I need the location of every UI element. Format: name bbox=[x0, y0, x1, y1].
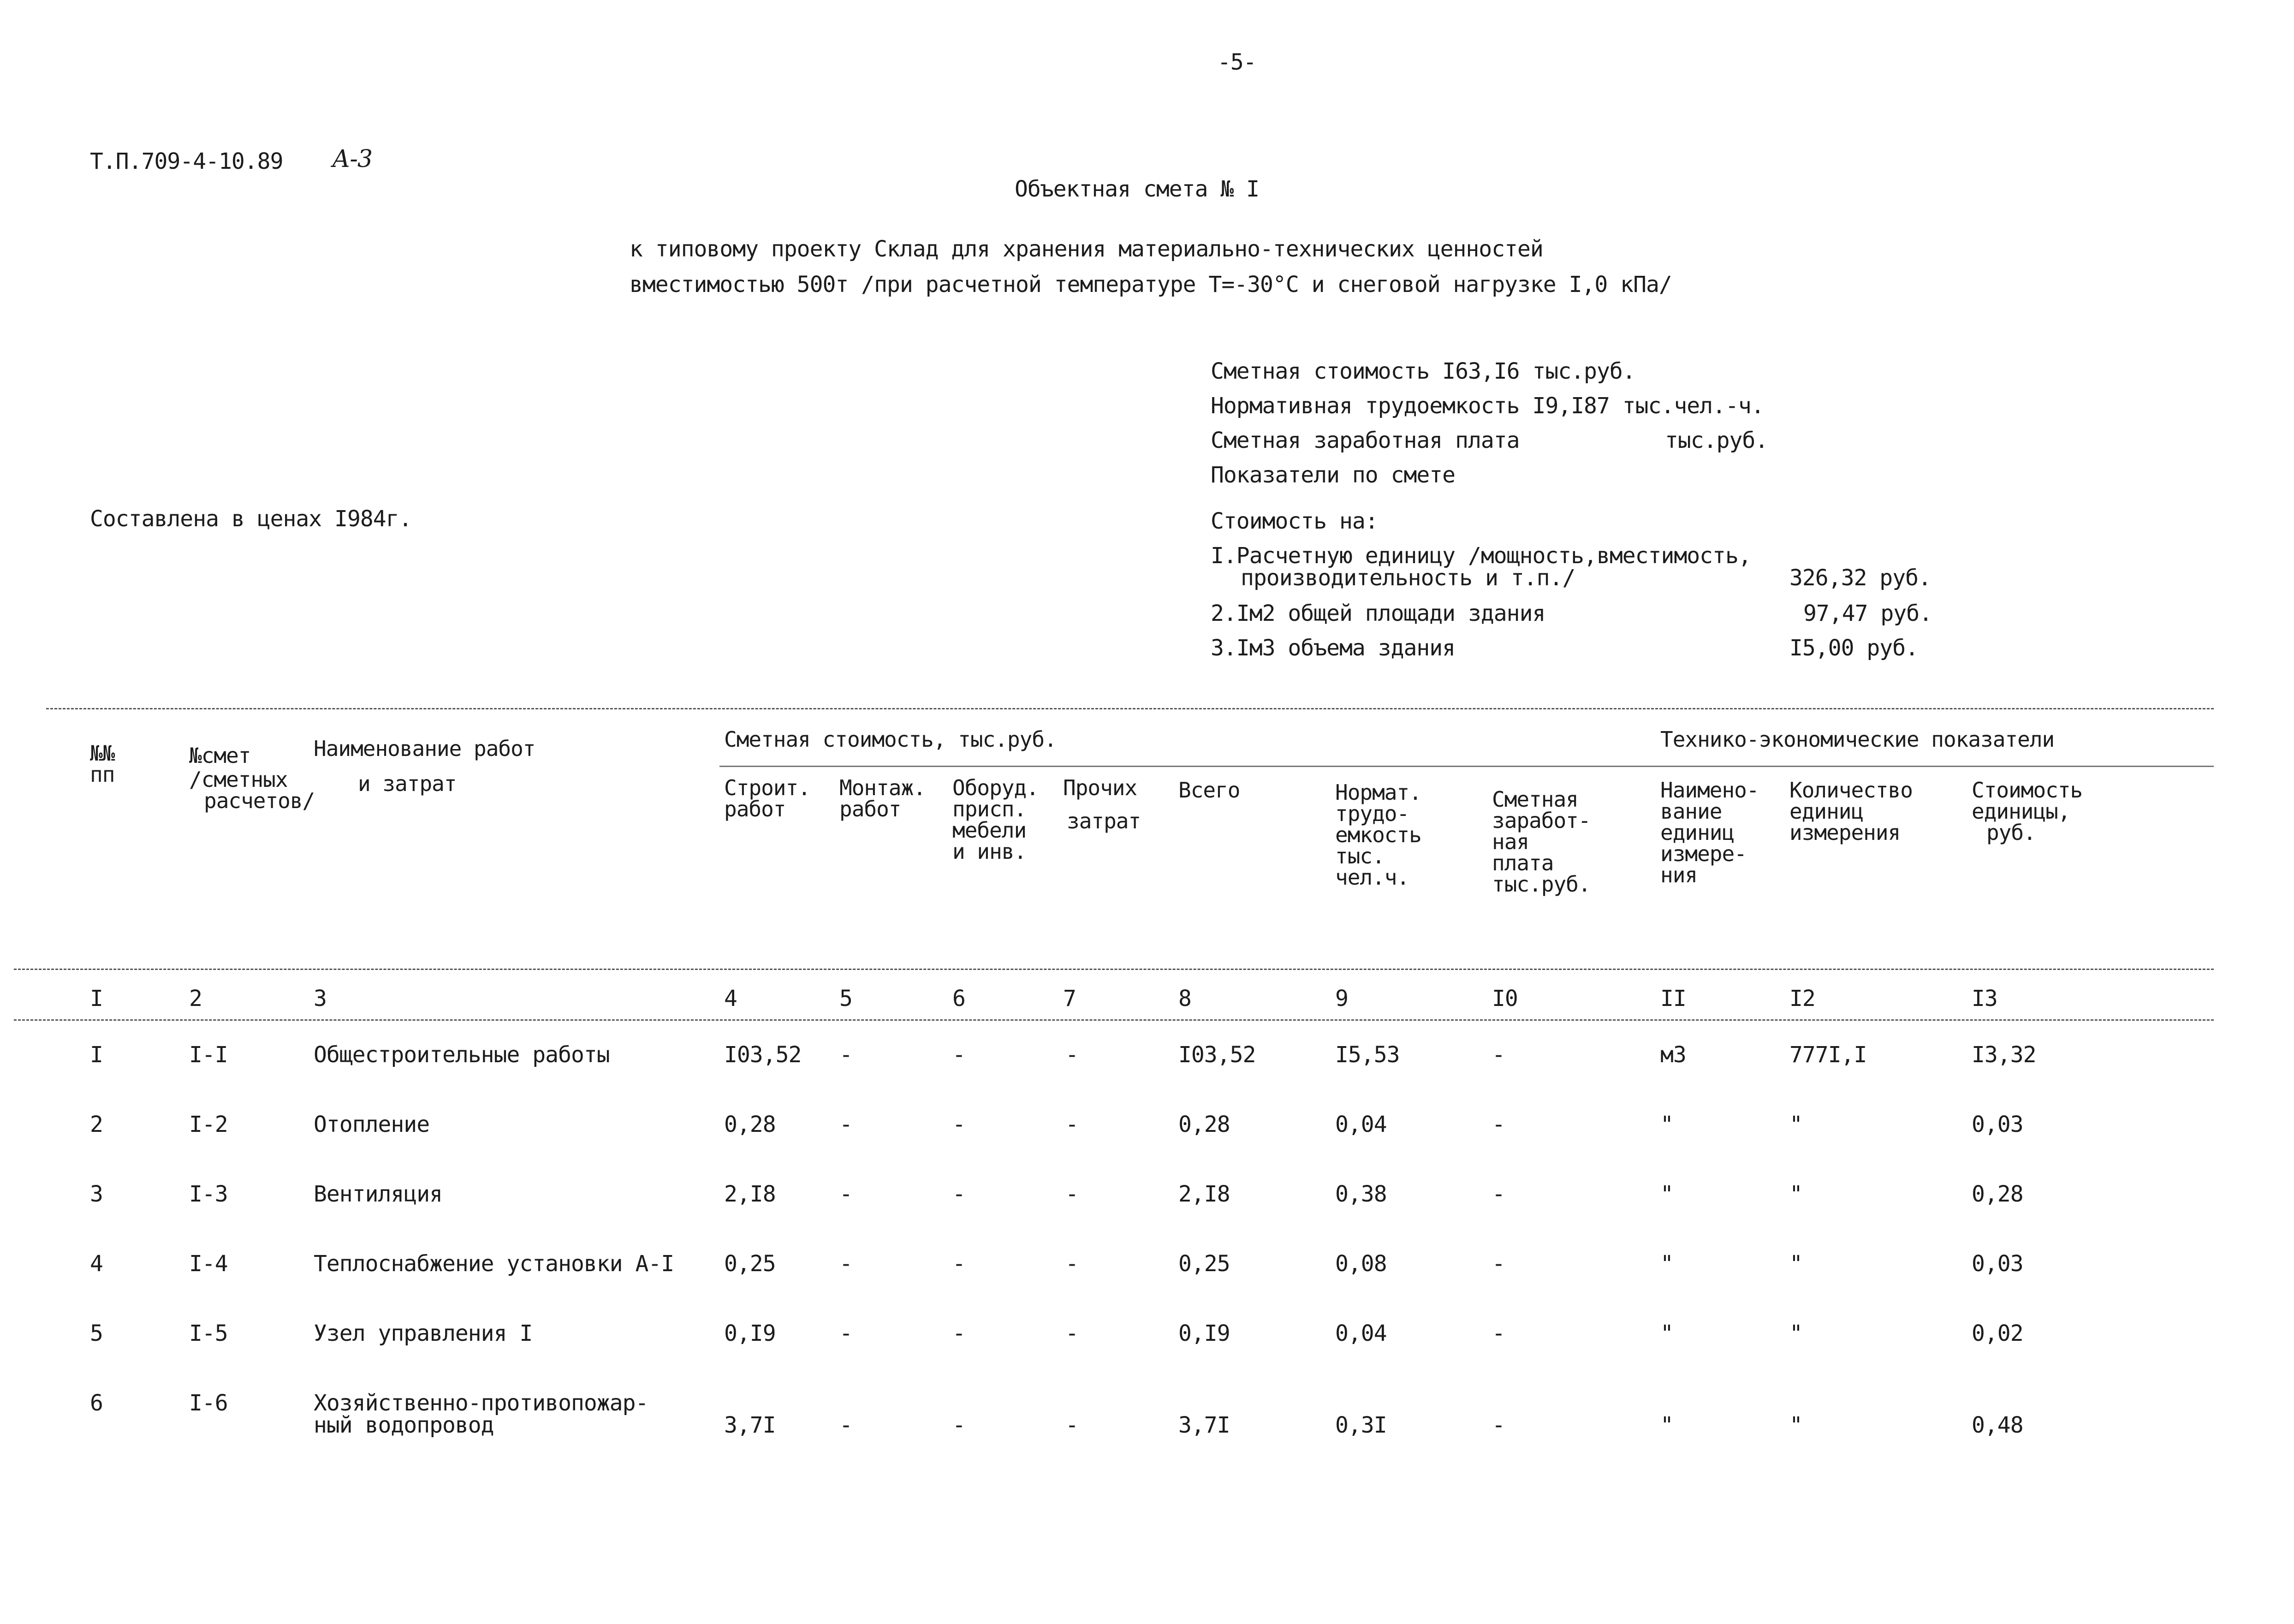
cell-total: 3,7I bbox=[1178, 1412, 1230, 1438]
cell-installation: - bbox=[839, 1251, 852, 1277]
cell-number: I bbox=[90, 1042, 103, 1068]
cell-quantity: " bbox=[1789, 1112, 1802, 1137]
header-col-5: Монтаж. работ bbox=[839, 775, 926, 821]
cell-name: Отопление bbox=[314, 1112, 430, 1137]
cell-equipment: - bbox=[952, 1112, 965, 1137]
column-number: 6 bbox=[952, 986, 965, 1011]
cell-unit: " bbox=[1660, 1181, 1673, 1207]
estimate-subtitle-line-1: к типовому проекту Склад для хранения материально-технических ценностей bbox=[630, 236, 1543, 262]
column-number: 8 bbox=[1178, 986, 1191, 1011]
header-col-6: Оборуд. присп. мебели и инв. bbox=[952, 775, 1039, 864]
cell-number: 4 bbox=[90, 1251, 103, 1277]
cell-unit: " bbox=[1660, 1251, 1673, 1277]
summary-indicators: Показатели по смете bbox=[1211, 462, 1456, 488]
cell-equipment: - bbox=[952, 1181, 965, 1207]
cell-number: 2 bbox=[90, 1112, 103, 1137]
cell-unit-cost: I3,32 bbox=[1972, 1042, 2036, 1068]
cell-other: - bbox=[1065, 1112, 1078, 1137]
summary-cost-for: Стоимость на: bbox=[1211, 508, 1378, 534]
cell-installation: - bbox=[839, 1042, 852, 1068]
prices-note: Составлена в ценах I984г. bbox=[90, 506, 412, 532]
cell-quantity: " bbox=[1789, 1321, 1802, 1346]
header-col-12: Количество единиц измерения bbox=[1789, 778, 1913, 845]
column-number: 3 bbox=[314, 986, 327, 1011]
cell-unit: м3 bbox=[1660, 1042, 1686, 1068]
cell-total: 0,I9 bbox=[1178, 1321, 1230, 1346]
header-col-3: Наименование работ и затрат bbox=[314, 736, 535, 796]
cell-wages: - bbox=[1492, 1181, 1505, 1207]
cell-wages: - bbox=[1492, 1321, 1505, 1346]
estimate-subtitle-line-2: вместимостью 500т /при расчетной температуре Т=-30°С и снеговой нагрузке I,0 кПа/ bbox=[630, 272, 1672, 297]
cell-number: 5 bbox=[90, 1321, 103, 1346]
column-number: 4 bbox=[724, 986, 737, 1011]
cell-labor: 0,3I bbox=[1335, 1412, 1387, 1438]
column-number: I0 bbox=[1492, 986, 1518, 1011]
cell-total: 0,25 bbox=[1178, 1251, 1230, 1277]
summary-wages-unit: тыс.руб. bbox=[1665, 428, 1768, 453]
column-number: 5 bbox=[839, 986, 852, 1011]
cell-name: Вентиляция bbox=[314, 1181, 442, 1207]
indicator-1-value: 326,32 руб. bbox=[1789, 565, 1931, 591]
cell-labor: 0,08 bbox=[1335, 1251, 1387, 1277]
cell-installation: - bbox=[839, 1321, 852, 1346]
cell-name: Теплоснабжение установки А-I bbox=[314, 1251, 674, 1277]
cell-equipment: - bbox=[952, 1321, 965, 1346]
cell-unit: " bbox=[1660, 1112, 1673, 1137]
cell-code: I-I bbox=[189, 1042, 228, 1068]
column-number: 2 bbox=[189, 986, 202, 1011]
summary-labor: Нормативная трудоемкость I9,I87 тыс.чел.-ч. bbox=[1211, 393, 1764, 419]
cell-construction: 0,28 bbox=[724, 1112, 776, 1137]
column-number: I bbox=[90, 986, 103, 1011]
summary-wages-label: Сметная заработная плата bbox=[1211, 428, 1520, 453]
indicator-2-value: 97,47 руб. bbox=[1803, 601, 1932, 626]
header-col-7: Прочих затрат bbox=[1063, 775, 1141, 833]
cell-wages: - bbox=[1492, 1412, 1505, 1438]
cell-quantity: " bbox=[1789, 1412, 1802, 1438]
tech-group-rule bbox=[1660, 766, 2214, 767]
header-cost-group: Сметная стоимость, тыс.руб. bbox=[724, 727, 1057, 752]
cell-unit: " bbox=[1660, 1321, 1673, 1346]
cell-labor: 0,04 bbox=[1335, 1321, 1387, 1346]
header-col-2: №смет /сметных расчетов/ bbox=[189, 743, 315, 813]
cell-quantity: " bbox=[1789, 1181, 1802, 1207]
header-tech-group: Технико-экономические показатели bbox=[1660, 727, 2055, 752]
cell-wages: - bbox=[1492, 1042, 1505, 1068]
cell-code: I-3 bbox=[189, 1181, 228, 1207]
header-col-11: Наимено- вание единиц измере- ния bbox=[1660, 778, 1759, 887]
cell-number: 6 bbox=[90, 1390, 103, 1416]
estimate-title: Объектная смета № I bbox=[1015, 176, 1260, 202]
cell-total: 0,28 bbox=[1178, 1112, 1230, 1137]
cell-other: - bbox=[1065, 1042, 1078, 1068]
cell-unit-cost: 0,02 bbox=[1972, 1321, 2023, 1346]
cell-name-cont: ный водопровод bbox=[314, 1412, 494, 1438]
cell-quantity: 777I,I bbox=[1789, 1042, 1867, 1068]
cell-unit-cost: 0,48 bbox=[1972, 1412, 2023, 1438]
cell-installation: - bbox=[839, 1412, 852, 1438]
cell-name: Хозяйственно-противопожар- bbox=[314, 1390, 648, 1416]
indicator-1-label-cont: производительность и т.п./ bbox=[1241, 565, 1575, 591]
cell-other: - bbox=[1065, 1251, 1078, 1277]
cell-unit-cost: 0,03 bbox=[1972, 1251, 2023, 1277]
column-number: 7 bbox=[1063, 986, 1076, 1011]
column-number: I2 bbox=[1789, 986, 1815, 1011]
cell-name: Общестроительные работы bbox=[314, 1042, 610, 1068]
cell-other: - bbox=[1065, 1181, 1078, 1207]
cell-code: I-4 bbox=[189, 1251, 228, 1277]
header-col-4: Строит. работ bbox=[724, 775, 810, 821]
cell-labor: 0,04 bbox=[1335, 1112, 1387, 1137]
indicator-3-value: I5,00 руб. bbox=[1789, 635, 1918, 661]
column-number: II bbox=[1660, 986, 1686, 1011]
column-number: I3 bbox=[1972, 986, 1997, 1011]
cell-total: I03,52 bbox=[1178, 1042, 1256, 1068]
cost-group-rule bbox=[719, 766, 1665, 767]
cell-code: I-2 bbox=[189, 1112, 228, 1137]
header-col-9: Нормат. трудо- емкость тыс. чел.ч. bbox=[1335, 780, 1421, 890]
document-code: Т.П.709-4-10.89 bbox=[90, 149, 283, 174]
cell-construction: 2,I8 bbox=[724, 1181, 776, 1207]
cell-equipment: - bbox=[952, 1042, 965, 1068]
cell-construction: 3,7I bbox=[724, 1412, 776, 1438]
document-mark: А-3 bbox=[332, 145, 373, 173]
cell-labor: 0,38 bbox=[1335, 1181, 1387, 1207]
page-number: -5- bbox=[1218, 49, 1256, 75]
cell-unit: " bbox=[1660, 1412, 1673, 1438]
cell-construction: I03,52 bbox=[724, 1042, 802, 1068]
cell-code: I-5 bbox=[189, 1321, 228, 1346]
cell-equipment: - bbox=[952, 1412, 965, 1438]
summary-cost: Сметная стоимость I63,I6 тыс.руб. bbox=[1211, 358, 1635, 384]
column-numbers-rule bbox=[14, 1019, 2214, 1021]
cell-total: 2,I8 bbox=[1178, 1181, 1230, 1207]
header-col-10: Сметная заработ- ная плата тыс.руб. bbox=[1492, 787, 1591, 897]
indicator-2-label: 2.Iм2 общей площади здания bbox=[1211, 601, 1545, 626]
header-col-13: Стоимость единицы, руб. bbox=[1972, 778, 2083, 845]
cell-quantity: " bbox=[1789, 1251, 1802, 1277]
table-top-rule bbox=[46, 708, 2214, 709]
cell-other: - bbox=[1065, 1412, 1078, 1438]
cell-construction: 0,I9 bbox=[724, 1321, 776, 1346]
cell-construction: 0,25 bbox=[724, 1251, 776, 1277]
cell-code: I-6 bbox=[189, 1390, 228, 1416]
cell-other: - bbox=[1065, 1321, 1078, 1346]
cell-unit-cost: 0,28 bbox=[1972, 1181, 2023, 1207]
cell-installation: - bbox=[839, 1112, 852, 1137]
cell-equipment: - bbox=[952, 1251, 965, 1277]
header-bottom-rule bbox=[14, 969, 2214, 970]
header-col-8: Всего bbox=[1178, 778, 1240, 803]
indicator-1-label: I.Расчетную единицу /мощность,вместимость, bbox=[1211, 543, 1751, 569]
header-col-1: №№ пп bbox=[90, 741, 115, 787]
cell-wages: - bbox=[1492, 1112, 1505, 1137]
cell-number: 3 bbox=[90, 1181, 103, 1207]
cell-installation: - bbox=[839, 1181, 852, 1207]
cell-unit-cost: 0,03 bbox=[1972, 1112, 2023, 1137]
column-number: 9 bbox=[1335, 986, 1348, 1011]
cell-labor: I5,53 bbox=[1335, 1042, 1400, 1068]
cell-name: Узел управления I bbox=[314, 1321, 533, 1346]
indicator-3-label: 3.Iм3 объема здания bbox=[1211, 635, 1456, 661]
cell-wages: - bbox=[1492, 1251, 1505, 1277]
